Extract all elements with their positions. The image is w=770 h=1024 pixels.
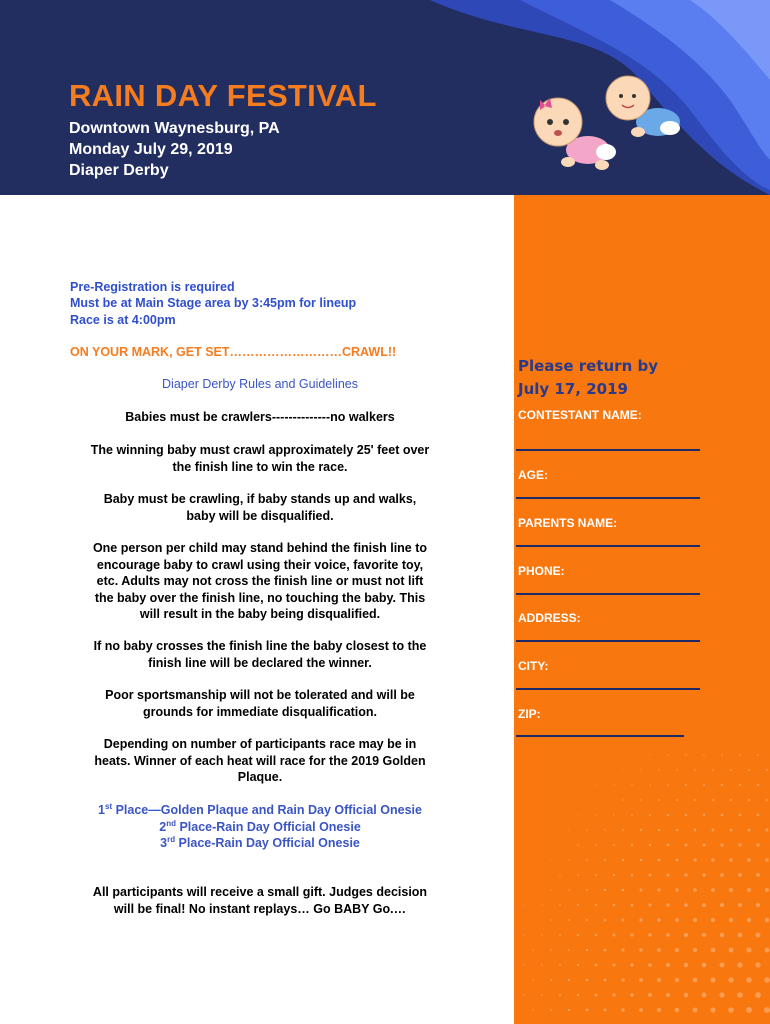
- registration-form-panel: [514, 195, 770, 1024]
- rule-line: Baby must be crawling, if baby stands up and walks,: [103, 492, 417, 506]
- zip-field[interactable]: [516, 735, 684, 738]
- rule-line: etc. Adults may not cross the finish line or must not lift: [96, 574, 424, 589]
- closing-note: [72, 884, 448, 917]
- rule-line: baby will be disqualified.: [186, 508, 334, 523]
- rule-line: The winning baby must crawl approximately 25' feet over: [90, 443, 430, 457]
- header-banner: [0, 0, 770, 195]
- rule-heats: [72, 736, 448, 786]
- rule-sportsmanship: [72, 687, 448, 720]
- parents-name-field[interactable]: [516, 545, 700, 548]
- rule-line: Depending on number of participants race may be in: [103, 737, 417, 751]
- rule-line: encourage baby to crawl using their voice, favorite toy,: [96, 557, 424, 572]
- rule-line: Plaque.: [237, 770, 283, 785]
- phone-label: PHONE:: [518, 564, 565, 578]
- address-label: ADDRESS:: [518, 611, 581, 625]
- preregistration-note: Pre-Registration is required: [70, 280, 235, 294]
- rule-encourage: [72, 540, 448, 623]
- phone-field[interactable]: [516, 593, 700, 596]
- rule-crawling: [72, 491, 448, 524]
- rule-line: grounds for immediate disqualification.: [142, 704, 378, 719]
- rule-line: finish line will be declared the winner.: [148, 655, 372, 670]
- event-name: Diaper Derby: [69, 162, 169, 179]
- age-field[interactable]: [516, 497, 700, 500]
- prize-second: 2nd Place-Rain Day Official Onesie: [159, 818, 361, 834]
- contestant-name-label: CONTESTANT NAME:: [518, 408, 642, 422]
- rule-crawlers: Babies must be crawlers--------------no walkers: [125, 410, 395, 424]
- rule-line: the finish line to win the race.: [172, 459, 348, 474]
- return-by-date: July 17, 2019: [518, 380, 628, 398]
- rule-line: Poor sportsmanship will not be tolerated and will be: [105, 688, 415, 702]
- rule-line: the baby over the finish line, no touching the baby. This: [94, 590, 426, 605]
- tagline: ON YOUR MARK, GET SET………………………CRAWL!!: [70, 345, 397, 359]
- prize-first: 1st Place—Golden Plaque and Rain Day Official Onesie: [98, 802, 422, 817]
- zip-label: ZIP:: [518, 707, 541, 721]
- contestant-name-field[interactable]: [516, 449, 700, 452]
- return-by-label: Please return by: [518, 357, 658, 375]
- rule-line: If no baby crosses the finish line the baby closest to the: [93, 639, 427, 653]
- dot-pattern-decoration: [514, 195, 770, 1024]
- closing-line: will be final! No instant replays… Go BABY Go.…: [113, 901, 407, 916]
- rule-distance: [72, 442, 448, 475]
- prize-third: 3rd Place-Rain Day Official Onesie: [160, 835, 360, 851]
- age-label: AGE:: [518, 468, 548, 482]
- city-field[interactable]: [516, 688, 700, 691]
- lineup-note: Must be at Main Stage area by 3:45pm for lineup: [70, 296, 357, 310]
- city-label: CITY:: [518, 659, 549, 673]
- race-time: Race is at 4:00pm: [70, 313, 176, 327]
- date-text: Monday July 29, 2019: [69, 141, 233, 158]
- location-text: Downtown Waynesburg, PA: [69, 120, 280, 137]
- rules-heading: Diaper Derby Rules and Guidelines: [162, 377, 358, 391]
- rule-line: One person per child may stand behind the finish line to: [92, 541, 428, 555]
- rule-closest: [72, 638, 448, 671]
- closing-line: All participants will receive a small gift. Judges decision: [92, 885, 428, 899]
- parents-name-label: PARENTS NAME:: [518, 516, 618, 530]
- rule-line: will result in the baby being disqualified.: [139, 607, 381, 622]
- prize-list: [72, 802, 448, 852]
- rule-line: heats. Winner of each heat will race for the 2019 Golden: [94, 753, 426, 768]
- address-field[interactable]: [516, 640, 700, 643]
- festival-title: RAIN DAY FESTIVAL: [69, 78, 377, 113]
- crawling-babies-illustration: [520, 70, 690, 175]
